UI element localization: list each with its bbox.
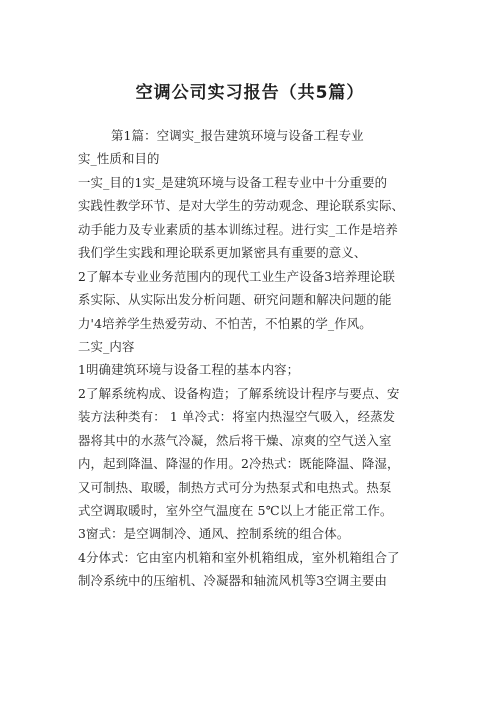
text-line: 二实_内容: [78, 338, 135, 354]
text-line: 系实际、从实际出发分析问题、研究问题和解决问题的能: [78, 292, 392, 308]
text-line: 2了解本专业业务范围内的现代工业生产设备3培养理论联: [78, 268, 396, 284]
document-title: 空调公司实习报告（共5篇）: [135, 83, 365, 103]
text-line: 4分体式：它由室内机箱和室外机箱组成，室外机箱组合了: [78, 549, 400, 565]
text-line: 一实_目的1实_是建筑环境与设备工程专业中十分重要的: [78, 174, 388, 190]
text-line: 实_性质和目的: [78, 151, 160, 167]
text-line: 1明确建筑环境与设备工程的基本内容；: [78, 362, 300, 378]
text-line: 动手能力及专业素质的基本训练过程。进行实_工作是培养: [78, 221, 398, 237]
text-line: 我们学生实践和理论联系更加紧密具有重要的意义、: [78, 245, 367, 261]
text-line: 又可制热、取暖，制热方式可分为热泵式和电热式。热泵: [78, 479, 392, 495]
text-line: 2了解系统构成、设备构造；了解系统设计程序与要点、安: [78, 385, 400, 401]
text-line: 内，起到降温、降湿的作用。2冷热式：既能降温、降湿，: [78, 456, 400, 472]
text-line: 力'4培养学生热爱劳动、不怕苦，不怕累的学_作风。: [78, 315, 372, 331]
text-line: 器将其中的水蒸气冷凝，然后将干燥、凉爽的空气送入室: [78, 432, 392, 448]
text-line: 式空调取暖时，室外空气温度在 5℃以上才能正常工作。: [78, 503, 393, 518]
text-line: 装方法种类有： 1 单冷式：将室内热湿空气吸入，经蒸发: [78, 409, 396, 425]
document-body: [78, 124, 428, 593]
text-line: 实践性教学环节、是对大学生的劳动观念、理论联系实际、: [78, 198, 405, 214]
text-line: 第1篇：空调实_报告建筑环境与设备工程专业: [111, 128, 364, 143]
text-line: 3窗式：是空调制冷、通风、控制系统的组合体。: [78, 526, 350, 542]
text-line: 制冷系统中的压缩机、冷凝器和轴流风机等3空调主要由: [78, 573, 388, 589]
